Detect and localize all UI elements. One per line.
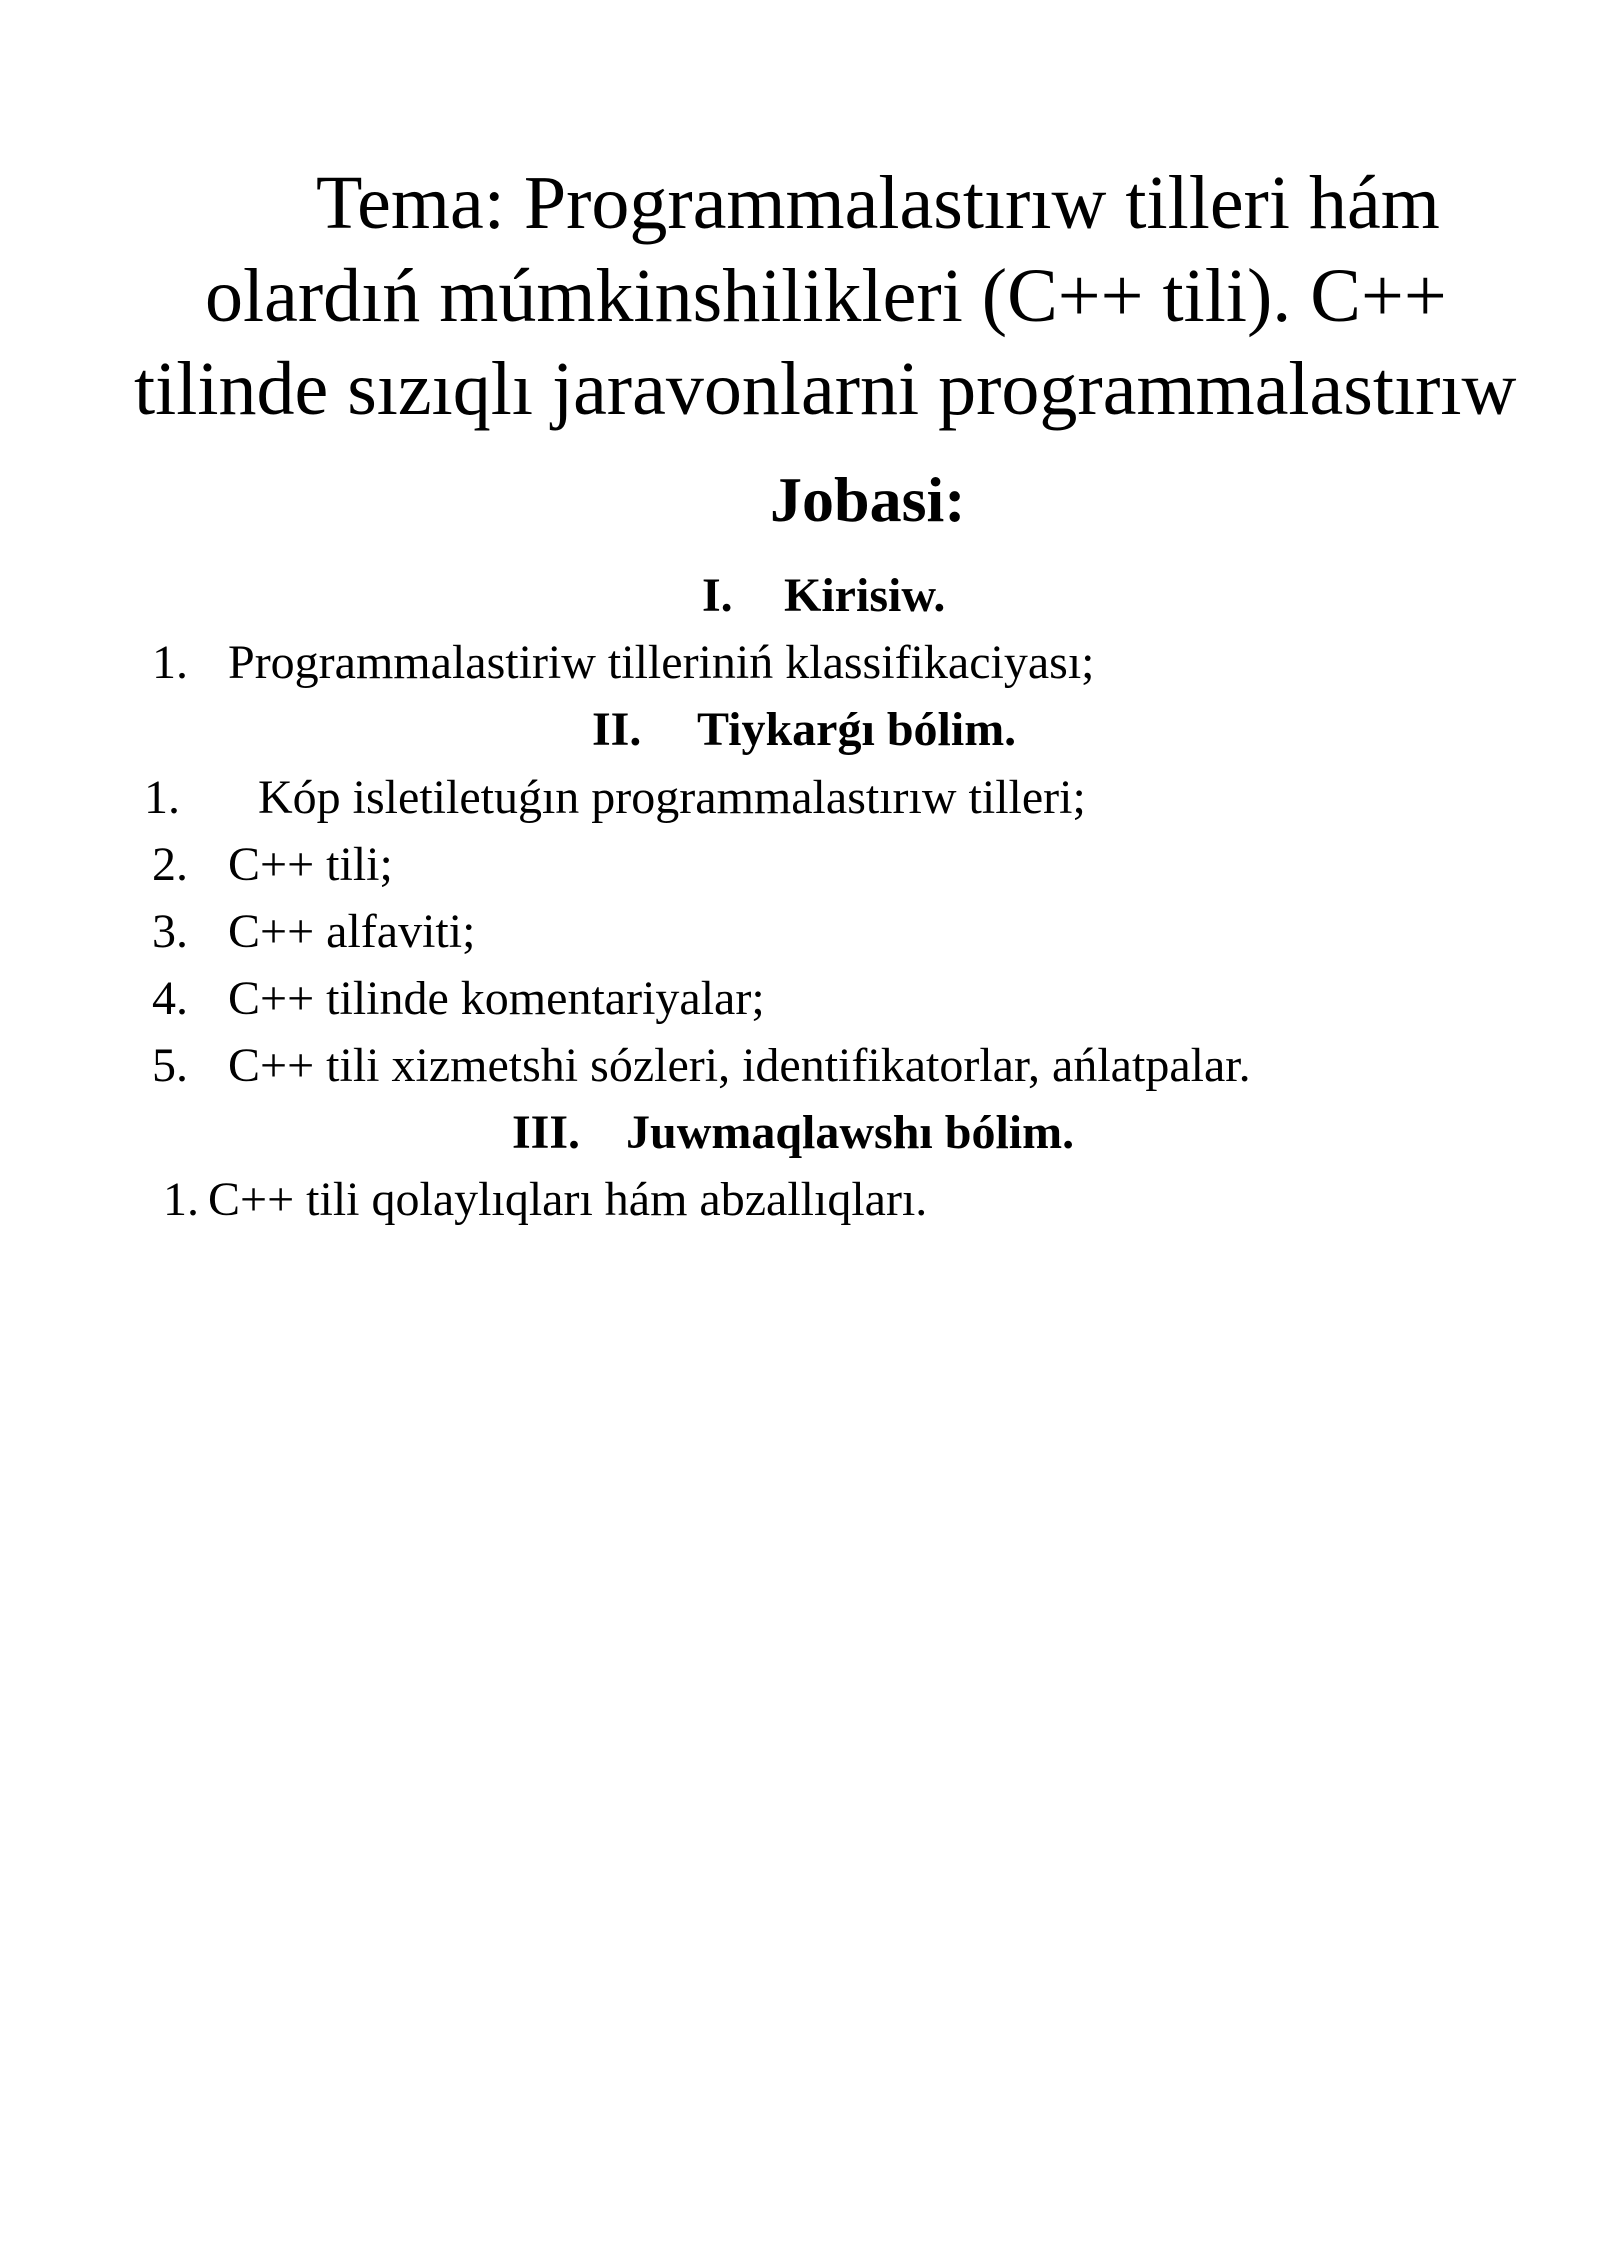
list-item-text: C++ tili qolaylıqları hám abzallıqları. bbox=[208, 1173, 928, 1226]
list-item-text: Kóp isletiletuǵın programmalastırıw tilleri; bbox=[258, 771, 1086, 824]
section-numeral: II. bbox=[592, 703, 642, 756]
section-title: Kirisiw. bbox=[784, 569, 946, 622]
list-item-text: C++ alfaviti; bbox=[228, 905, 476, 958]
section-title: Tiykarǵı bólim. bbox=[697, 703, 1017, 756]
list-item-number: 4. bbox=[152, 972, 188, 1025]
title-line-2: olardıń múmkinshilikleri (C++ tili). C++ bbox=[205, 254, 1447, 338]
title-line-3: tilinde sızıqlı jaravonlarni programmalastırıw bbox=[134, 347, 1517, 431]
title-line-1: Tema: Programmalastırıw tilleri hám bbox=[316, 161, 1440, 245]
list-item-number: 1. bbox=[144, 771, 180, 824]
list-item-number: 3. bbox=[152, 905, 188, 958]
plan-heading: Jobasi: bbox=[770, 464, 966, 535]
list-item-number: 5. bbox=[152, 1039, 188, 1092]
list-item-text: Programmalastiriw tilleriniń klassifikaciyası; bbox=[228, 636, 1095, 689]
list-item-text: C++ tili xizmetshi sózleri, identifikatorlar, ańlatpalar. bbox=[228, 1039, 1251, 1092]
list-item-number: 1. bbox=[163, 1173, 199, 1226]
list-item-text: C++ tilinde komentariyalar; bbox=[228, 972, 765, 1025]
section-numeral: I. bbox=[702, 569, 733, 622]
list-item-text: C++ tili; bbox=[228, 838, 393, 891]
list-item-number: 1. bbox=[152, 636, 188, 689]
section-numeral: III. bbox=[512, 1106, 581, 1159]
list-item-number: 2. bbox=[152, 838, 188, 891]
section-title: Juwmaqlawshı bólim. bbox=[626, 1106, 1075, 1159]
